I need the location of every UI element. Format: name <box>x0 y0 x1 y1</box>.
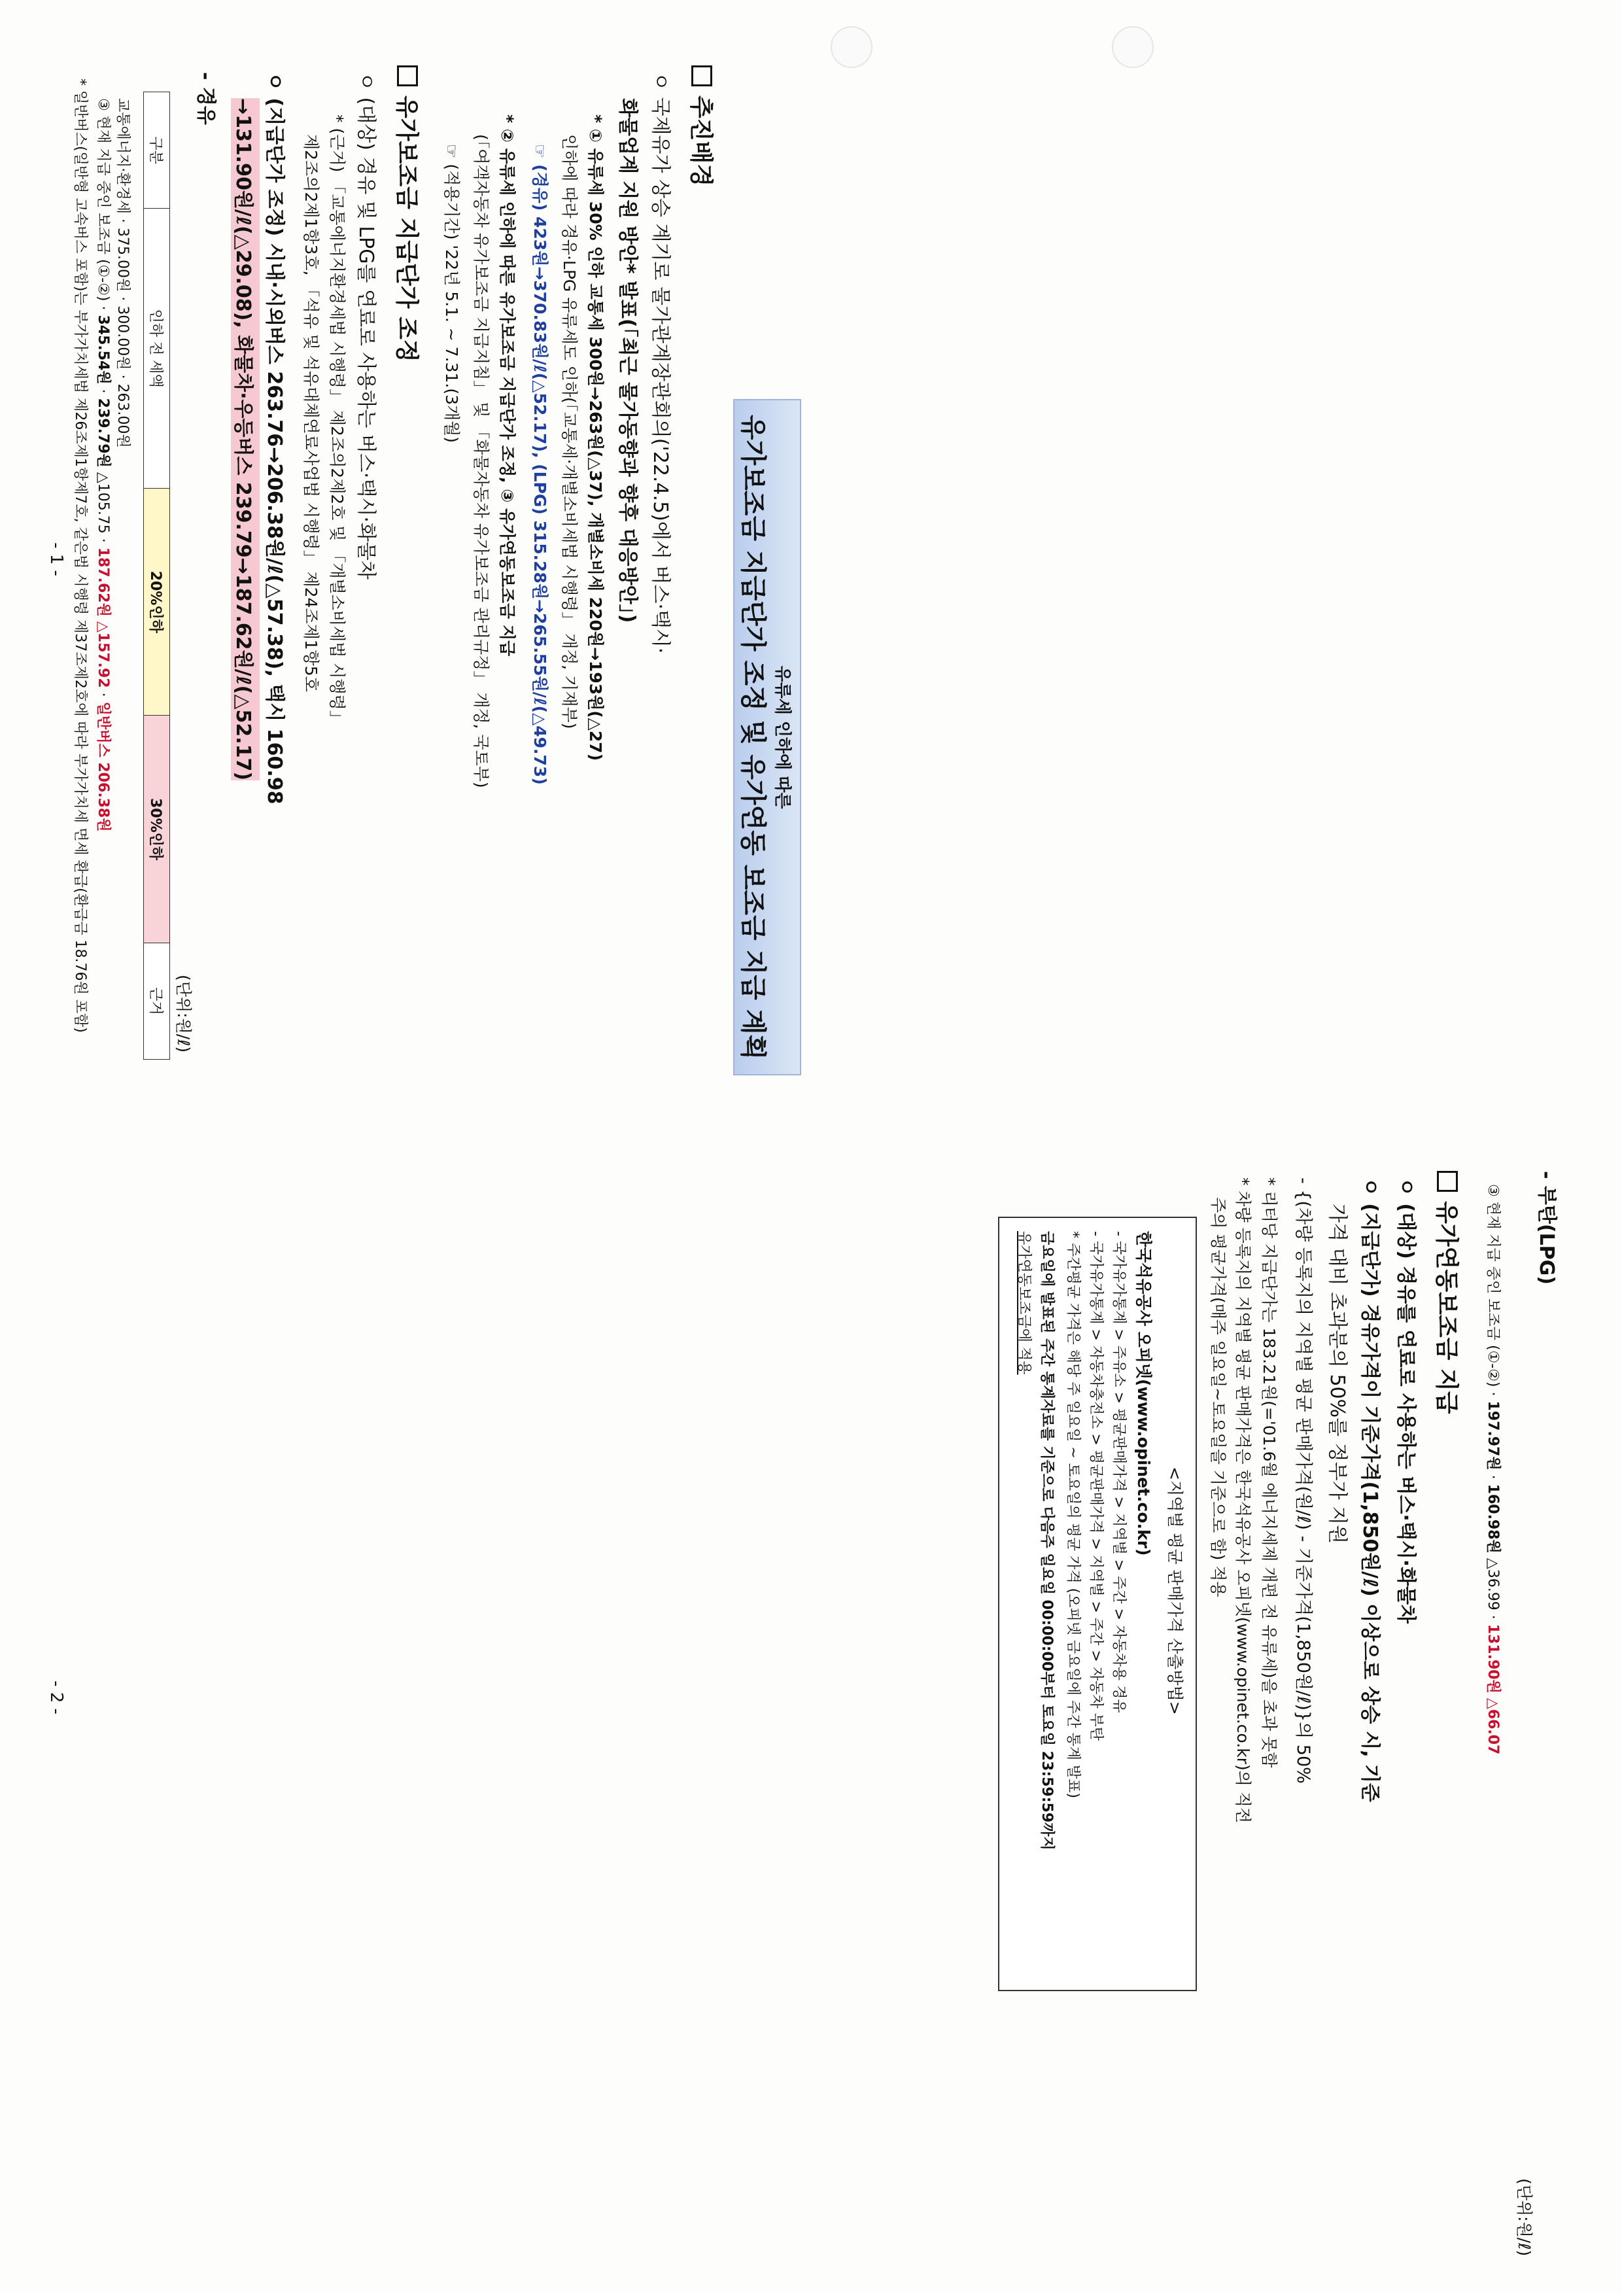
table-header: 인하 전 세액 <box>144 209 170 489</box>
punch-hole-icon <box>831 26 872 68</box>
checkbox-icon <box>1437 1171 1458 1192</box>
paragraph: ㅇ (대상) 경유를 연료로 사용하는 버스·택시·화물차 <box>1394 1177 1417 1624</box>
box-title: <지역별 평균 판매가격 산출방법> <box>1165 1467 1184 1715</box>
page-number: - 1 - <box>46 542 66 576</box>
table-header: 20%인하 <box>144 489 170 716</box>
checkbox-icon <box>691 65 712 86</box>
box-line: * 주간평균 가격은 해당 주 일요일 ~ 토요일의 평균 가격 (오피넷 금요일에 주간 통계 발표) <box>1065 1231 1081 1799</box>
box-line: - 국가유가통계 > 자동차충전소 > 평균판매가격 > 지역별 > 주간 > 자동차 부탄 <box>1088 1231 1104 1741</box>
table-row: 교통에너지·환경세 · 375.00원 · 300.00원 · 263.00원 <box>114 98 131 448</box>
table-header: 근거 <box>144 943 170 1059</box>
punch-hole-icon <box>1112 26 1154 68</box>
note: ☞ (적용기간) '22년 5.1. ~ 7.31.(3개월) <box>442 144 461 444</box>
paragraph: →131.90원/ℓ(△29.08), 화물차·우등버스 239.79→187.62원/ℓ(△52.17) <box>231 98 260 780</box>
note: * 차량 등록지의 지역별 평균 판매가격은 한국석유공사 오피넷(www.opinet.co.kr)의 직전 <box>1234 1177 1252 1824</box>
section-heading: 유가연동보조금 지급 <box>1432 1171 1465 1414</box>
note: 제2조의2제1항3호, 「석유 및 석유대체연료사업법 시행령」 제24조제1항5호 <box>302 134 320 692</box>
box-line: 유가연동보조금에 적용 <box>1016 1231 1032 1375</box>
note: * ① 유류세 30% 인하 교통세 300원→263원(△37), 개별소비세 220원→193원(△27) <box>586 114 605 761</box>
note: * 리터당 지급단가는 183.21원(='01.6월 에너지세제 개편 전 유류세)을 초과 못함 <box>1260 1177 1279 1768</box>
table-row: ③ 현재 지급 중인 보조금 (①-②) · 345.54원 · 239.79원 △105.75 · 187.62원 △157.92 · 일반버스 206.38원 <box>95 98 111 832</box>
table-header: 구분 <box>144 92 170 209</box>
unit-label: (단위:원/ℓ) <box>1515 2178 1534 2257</box>
section-heading: 추진배경 <box>686 65 719 186</box>
paragraph: ㅇ (지급단가) 경유가격이 기준가격(1,850원/ℓ) 이상으로 상승 시, 기준 <box>1358 1177 1381 1802</box>
table-header: 30%인하 <box>144 716 170 943</box>
paragraph: - {(차량 등록지의 지역별 평균 판매가격(원/ℓ) - 기준가격(1,850원/ℓ)}의 50% <box>1293 1177 1313 1784</box>
table-header-row <box>144 92 170 1060</box>
note: 주의 평균가격(매주 일요일~토요일을 기준으로 함) 적용 <box>1209 1197 1228 1597</box>
page-1 <box>62 52 808 1177</box>
box-line: - 국가유가통계 > 주유소 > 평균판매가격 > 지역별 > 주간 > 자동차용 경유 <box>1111 1231 1127 1713</box>
note: ☞ (경유) 423원→370.83원/ℓ(△52.17), (LPG) 315.28원→265.55원/ℓ(△49.73) <box>530 144 549 785</box>
banner-title: 유가보조금 지급단가 조정 및 유가연동 보조금 지급 계획 <box>738 414 768 1060</box>
lpg-label: - 부탄(LPG) <box>1535 1171 1558 1285</box>
diesel-label: - 경유 <box>194 72 217 125</box>
paragraph: ㅇ (지급단가 조정) 시내·시외버스 263.76→206.38원/ℓ(△57.38), 택시 160.98 <box>263 72 286 805</box>
diesel-table <box>143 92 170 1060</box>
note: * ② 유류세 인하에 따른 유가보조금 지급단가 조정, ③ 유가연동보조금 지급 <box>498 114 517 657</box>
paragraph: 가격 대비 초과분의 50%를 정부가 지원 <box>1326 1204 1349 1544</box>
section-heading: 유가보조금 지급단가 조정 <box>392 65 425 362</box>
page-number: - 2 - <box>46 1680 66 1714</box>
box-line: 한국석유공사 오피넷(www.opinet.co.kr) <box>1134 1231 1153 1556</box>
note: (「여객자동차 유가보조금 지급지침」 및 「화물자동차 유가보조금 관리규정」 개정, 국토부) <box>472 134 491 788</box>
banner-subtitle: 유류세 인하에 따른 <box>772 665 792 809</box>
footnote: * 일반버스(일반형 고속버스 포함)는 부가가치세법 제26조제1항제7호, 같은법 시행령 제37조제2호에 따라 부가가치세 면세 환급(환급금 18.76원 포함) <box>72 78 88 1033</box>
page-2 <box>831 1171 1576 2296</box>
method-box <box>998 1217 1197 1991</box>
title-banner <box>733 399 801 1075</box>
table-row: ③ 현재 지급 중인 보조금 (①-②) · 197.97원 · 160.98원 △36.99 · 131.90원 △66.07 <box>1485 1184 1501 1755</box>
unit-label: (단위:원/ℓ) <box>174 975 193 1053</box>
paragraph: 화물업계 지원 방안* 발표(「최근 물가동향과 향후 대응방안」) <box>616 98 639 623</box>
box-line: 금요일에 발표된 주간 통계자료를 기준으로 다음주 일요일 00:00:00부터 토요일 23:59:59까지 <box>1039 1231 1055 1851</box>
paragraph: ㅇ 국제유가 상승 계기로 물가관계장관회의('22.4.5)에서 버스·택시· <box>649 72 672 654</box>
note: 인하에 따라 경유·LPG 유류세도 인하(「교통세·개별소비세법 시행령」 개정, 기재부) <box>560 134 579 729</box>
note: * (근거) 「교통에너지환경세법 시행령」 제2조의2제2호 및 「개별소비세법 시행령」 <box>328 114 347 727</box>
checkbox-icon <box>397 65 418 86</box>
paragraph: ㅇ (대상) 경유 및 LPG를 연료로 사용하는 버스·택시·화물차 <box>354 72 377 580</box>
